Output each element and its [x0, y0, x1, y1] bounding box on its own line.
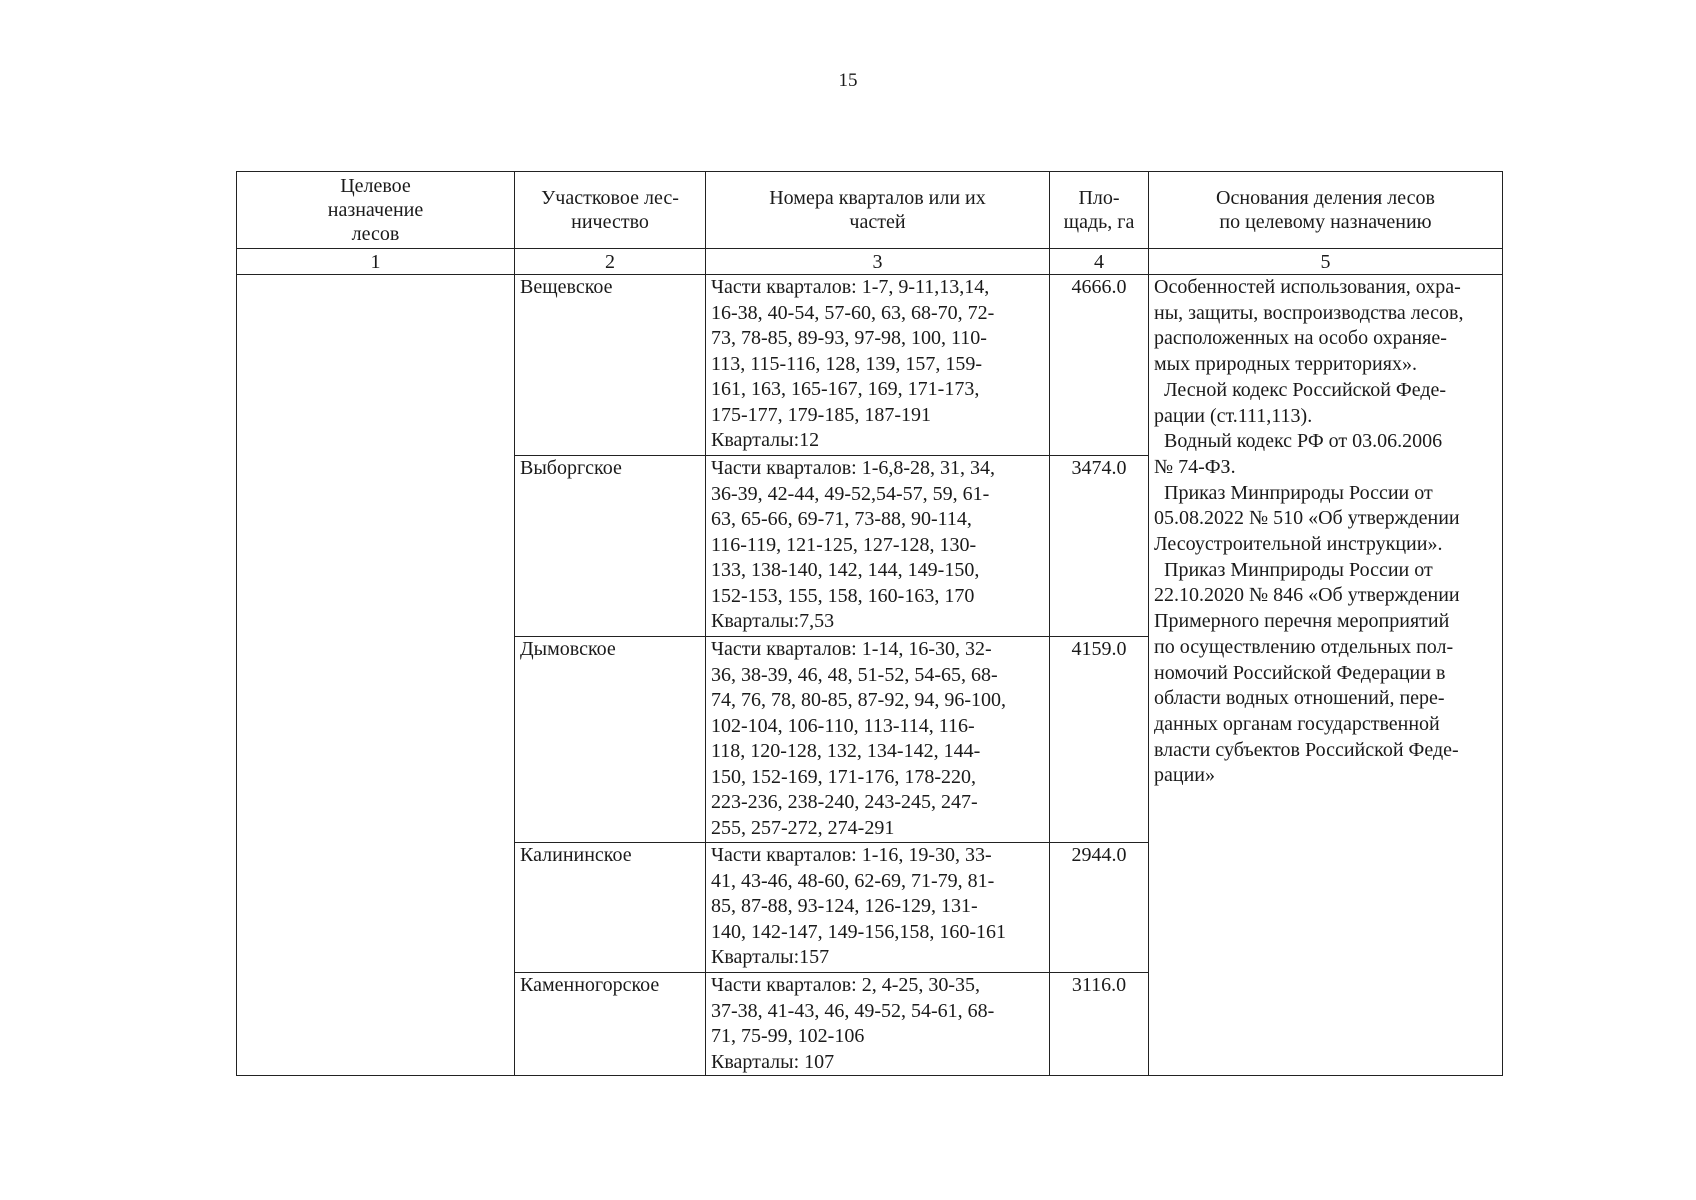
quarters-cell: Части кварталов: 1-16, 19-30, 33- 41, 43-46, 48-60, 62-69, 71-79, 81- 85, 87-88, 93-124, 126-129, 131- 140, 142-147, 149-156,158, 160-161 Кварталы:157: [706, 843, 1050, 973]
quarters-cell: Части кварталов: 1-6,8-28, 31, 34, 36-39, 42-44, 49-52,54-57, 59, 61- 63, 65-66, 69-71, 73-88, 90-114, 116-119, 121-125, 127-128, 130- 133, 138-140, 142, 144, 149-150, 152-153, 155, 158, 160-163, 170 Кварталы:7,53: [706, 456, 1050, 637]
forestry-cell: Выборгское: [515, 456, 706, 637]
quarters-cell: Части кварталов: 2, 4-25, 30-35, 37-38, 41-43, 46, 49-52, 54-61, 68- 71, 75-99, 102-106 Кварталы: 107: [706, 973, 1050, 1076]
area-cell: 4159.0: [1050, 637, 1149, 843]
header-purpose: Целевое назначение лесов: [237, 172, 515, 249]
header-area: Пло- щадь, га: [1050, 172, 1149, 249]
column-number-row: [237, 249, 1503, 275]
column-number: 4: [1050, 249, 1149, 275]
forestry-cell: Калининское: [515, 843, 706, 973]
header-quarters: Номера кварталов или их частей: [706, 172, 1050, 249]
forestry-cell: Вещевское: [515, 275, 706, 456]
area-cell: 4666.0: [1050, 275, 1149, 456]
column-number: 5: [1149, 249, 1503, 275]
column-number: 1: [237, 249, 515, 275]
forest-purpose-table: [236, 171, 1503, 1076]
header-forestry: Участковое лес- ничество: [515, 172, 706, 249]
area-cell: 3474.0: [1050, 456, 1149, 637]
forestry-cell: Дымовское: [515, 637, 706, 843]
table-header-row: [237, 172, 1503, 249]
column-number: 3: [706, 249, 1050, 275]
purpose-cell: [237, 275, 515, 1076]
quarters-cell: Части кварталов: 1-7, 9-11,13,14, 16-38, 40-54, 57-60, 63, 68-70, 72- 73, 78-85, 89-93, 97-98, 100, 110- 113, 115-116, 128, 139, 157, 159- 161, 163, 165-167, 169, 171-173, 175-177, 179-185, 187-191 Кварталы:12: [706, 275, 1050, 456]
column-number: 2: [515, 249, 706, 275]
forestry-cell: Каменногорское: [515, 973, 706, 1076]
area-cell: 3116.0: [1050, 973, 1149, 1076]
table-row: [237, 275, 1503, 456]
quarters-cell: Части кварталов: 1-14, 16-30, 32- 36, 38-39, 46, 48, 51-52, 54-65, 68- 74, 76, 78, 80-85, 87-92, 94, 96-100, 102-104, 106-110, 113-114, 116- 118, 120-128, 132, 134-142, 144- 150, 152-169, 171-176, 178-220, 223-236, 238-240, 243-245, 247- 255, 257-272, 274-291: [706, 637, 1050, 843]
area-cell: 2944.0: [1050, 843, 1149, 973]
page-number: 15: [838, 70, 858, 91]
basis-cell: Особенностей использования, охра- ны, защиты, воспроизводства лесов, расположенных на особо охраняе- мых природных территориях». Лесной кодекс Российской Феде- рации (ст.111,113). Водный кодекс РФ от 03.06.2006 № 74-ФЗ. Приказ Минприроды России от 05.08.2022 № 510 «Об утверждении Лесоустроительной инструкции». Приказ Минприроды России от 22.10.2020 № 846 «Об утверждении Примерного перечня мероприятий по осуществлению отдельных пол- номочий Российской Федерации в области водных отношений, пере- данных органам государственной власти субъектов Российской Феде- рации»: [1149, 275, 1503, 1076]
header-basis: Основания деления лесов по целевому назначению: [1149, 172, 1503, 249]
